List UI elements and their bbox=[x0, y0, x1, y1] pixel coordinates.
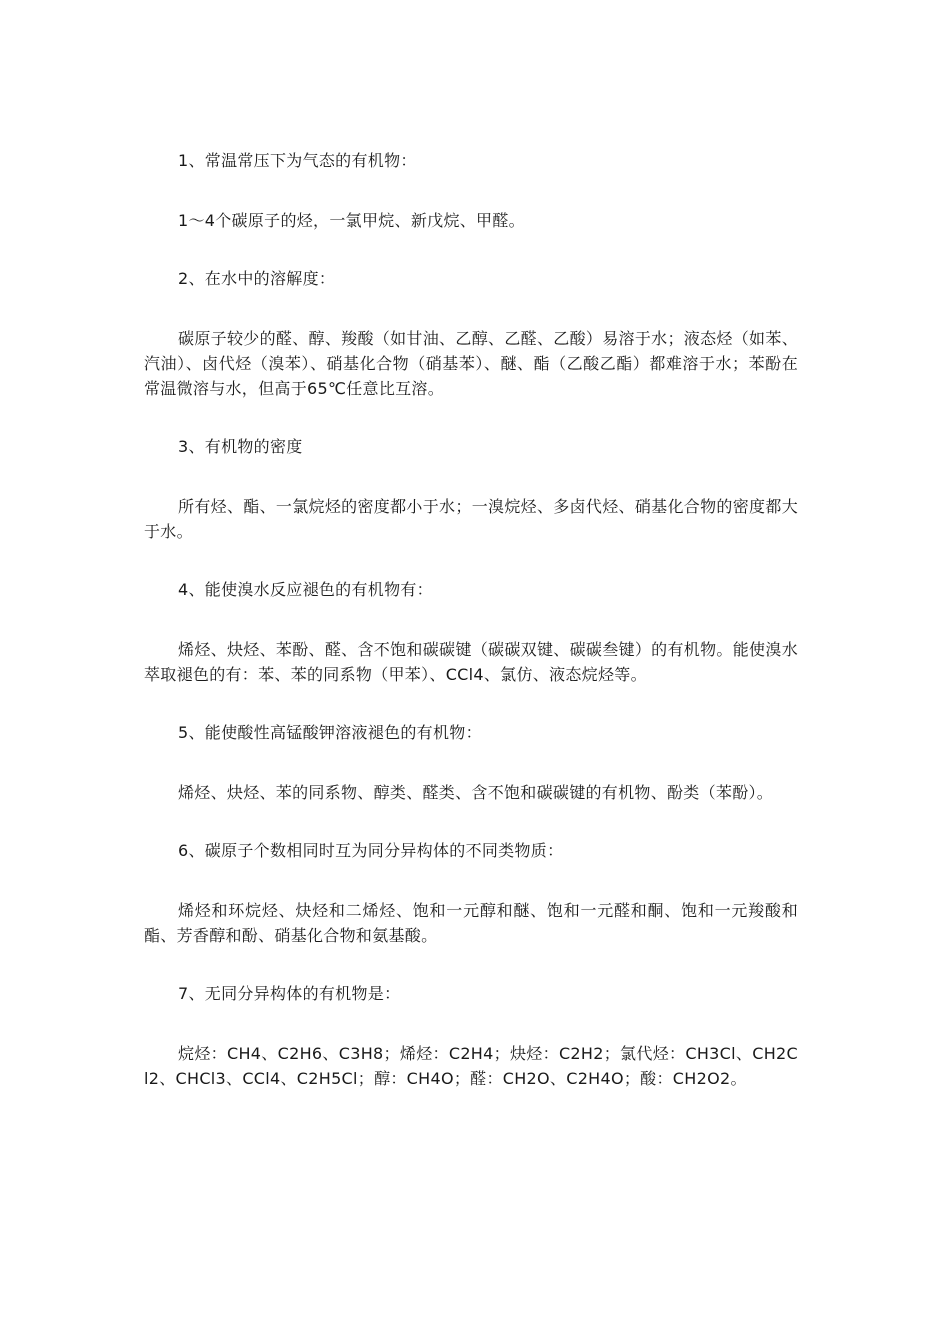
section-3-body: 所有烃、酯、一氯烷烃的密度都小于水；一溴烷烃、多卤代烃、硝基化合物的密度都大于水。 bbox=[144, 497, 798, 541]
section-6-body: 烯烃和环烷烃、炔烃和二烯烃、饱和一元醇和醚、饱和一元醛和酮、饱和一元羧酸和酯、芳香醇和酚、硝基化合物和氨基酸。 bbox=[144, 901, 798, 945]
section-7-body: 烷烃：CH4、C2H6、C3H8；烯烃：C2H4；炔烃：C2H2；氯代烃：CH3Cl、CH2Cl2、CHCl3、CCl4、C2H5Cl；醇：CH4O；醛：CH2O、C2H4O；酸：CH2O2。 bbox=[144, 1044, 798, 1088]
section-4-heading: 4、能使溴水反应褪色的有机物有： bbox=[178, 580, 433, 599]
section-7-heading: 7、无同分异构体的有机物是： bbox=[178, 984, 401, 1003]
document-content bbox=[144, 148, 798, 1124]
section-5-body: 烯烃、炔烃、苯的同系物、醇类、醛类、含不饱和碳碳键的有机物、酚类（苯酚）。 bbox=[178, 783, 774, 802]
section-1-body: 1～4个碳原子的烃，一氯甲烷、新戊烷、甲醛。 bbox=[178, 211, 525, 230]
section-2-body: 碳原子较少的醛、醇、羧酸（如甘油、乙醇、乙醛、乙酸）易溶于水；液态烃（如苯、汽油）、卤代烃（溴苯）、硝基化合物（硝基苯）、醚、酯（乙酸乙酯）都难溶于水；苯酚在常温微溶与水，但高于65℃任意比互溶。 bbox=[144, 329, 798, 398]
section-4-body: 烯烃、炔烃、苯酚、醛、含不饱和碳碳键（碳碳双键、碳碳叁键）的有机物。能使溴水萃取褪色的有：苯、苯的同系物（甲苯）、CCl4、氯仿、液态烷烃等。 bbox=[144, 640, 798, 684]
section-6-heading: 6、碳原子个数相同时互为同分异构体的不同类物质： bbox=[178, 841, 564, 860]
section-1-heading: 1、常温常压下为气态的有机物： bbox=[178, 151, 417, 170]
section-5-heading: 5、能使酸性高锰酸钾溶液褪色的有机物： bbox=[178, 723, 482, 742]
section-2-heading: 2、在水中的溶解度： bbox=[178, 269, 336, 288]
section-3-heading: 3、有机物的密度 bbox=[178, 437, 303, 456]
